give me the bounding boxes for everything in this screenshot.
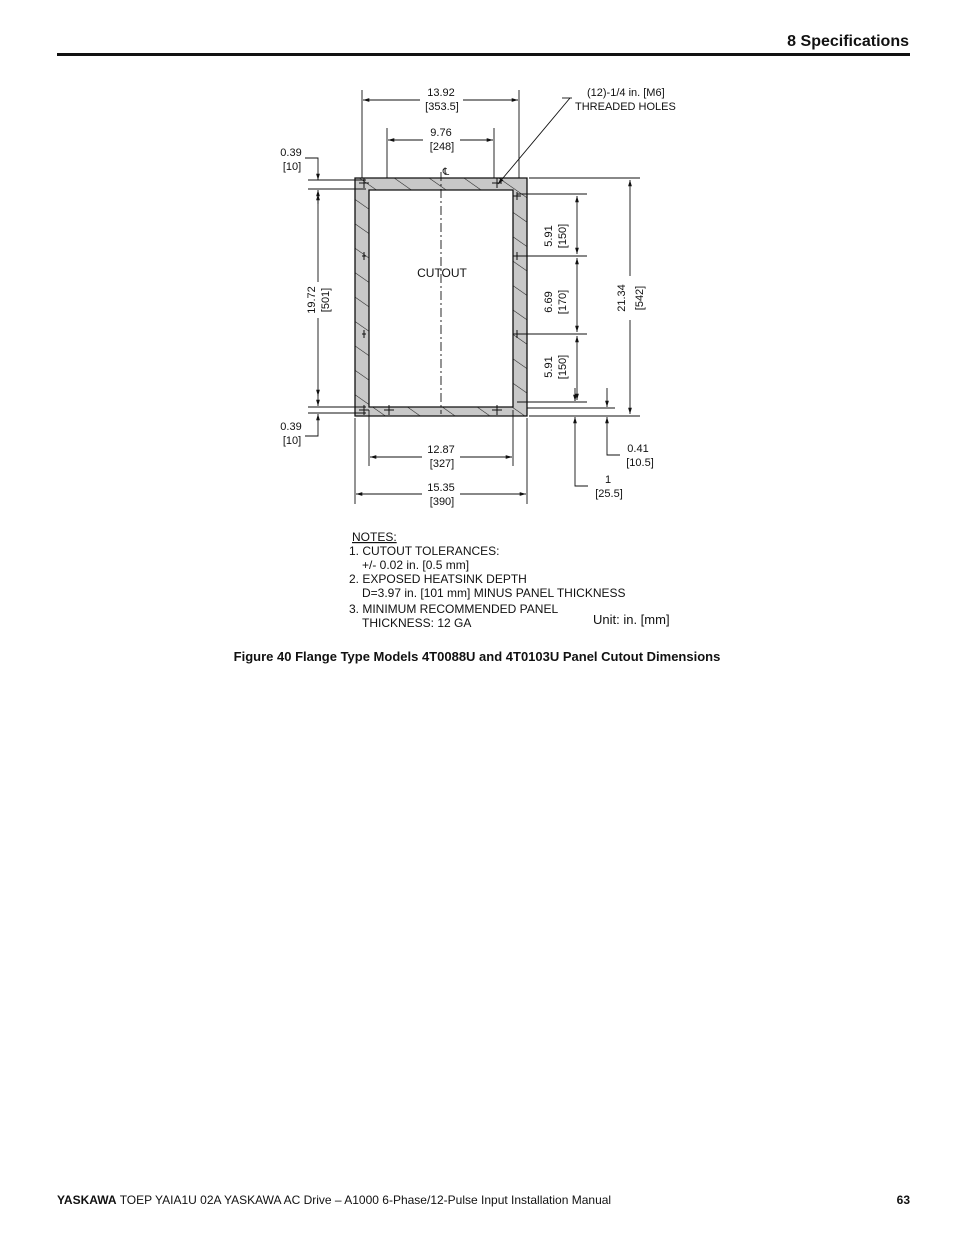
note-3b: THICKNESS: 12 GA [362,616,472,630]
dim-top-outer-mm: [353.5] [425,101,459,113]
dim-left-bottom-offset-mm: [10] [282,435,302,447]
section-title: 8 Specifications [787,33,909,50]
dim-bottom-outer-mm: [390] [429,496,455,508]
dim-bottom-right-offsets [527,388,620,486]
notes-heading: NOTES: [352,530,397,544]
note-2a: 2. EXPOSED HEATSINK DEPTH [349,572,527,586]
dim-top-outer-in: 13.92 [427,87,455,99]
dim-bottom-inner-in: 12.87 [427,444,455,456]
dim-bottom-outer-in: 15.35 [427,482,455,494]
dim-bottom-inner-mm: [327] [429,458,455,470]
centerline-symbol: ℄ [442,167,450,178]
dim-top-inner-in: 9.76 [430,127,452,139]
footer-brand: YASKAWA [57,1193,117,1207]
dim-bottom-offset2-in: 1 [604,474,612,486]
cutout-label: CUTOUT [417,266,467,280]
dim-left-bottom-offset-in: 0.39 [280,421,302,433]
note-2b: D=3.97 in. [101 mm] MINUS PANEL THICKNESS [362,586,626,600]
dim-bottom-offset-in: 0.41 [627,443,649,455]
dim-left-height-in: 19.72 [306,286,318,314]
unit-label: Unit: in. [mm] [593,612,670,627]
dim-left-height-mm: [501] [320,287,332,313]
dim-left-top-offset-in: 0.39 [280,147,302,159]
dim-overall-height-in: 21.34 [616,284,628,312]
dim-right-seg2-mm: [170] [557,289,569,315]
page-number: 63 [896,1193,910,1207]
dim-right-seg3-in: 5.91 [543,356,555,378]
footer-text: TOEP YAIA1U 02A YASKAWA AC Drive – A1000 6-Phase/12-Pulse Input Installation Manual [116,1193,612,1207]
holes-label-1: (12)-1/4 in. [M6] [587,87,665,99]
dim-right-seg1-in: 5.91 [543,225,555,247]
note-3a: 3. MINIMUM RECOMMENDED PANEL [349,602,559,616]
dim-right-seg3-mm: [150] [557,354,569,380]
dim-overall-height-mm: [542] [634,285,646,311]
dim-left-top-offset-mm: [10] [282,161,302,173]
dim-top-inner-mm: [248] [429,141,455,153]
note-1b: +/- 0.02 in. [0.5 mm] [362,558,470,572]
dim-bottom-offset2-mm: [25.5] [595,488,623,500]
note-1a: 1. CUTOUT TOLERANCES: [349,544,500,558]
footer [57,1193,611,1207]
dim-right-seg2-in: 6.69 [543,291,555,313]
dim-bottom-offset-mm: [10.5] [626,457,654,469]
figure-caption: Figure 40 Flange Type Models 4T0088U and 4T0103U Panel Cutout Dimensions [233,649,721,664]
dim-right-seg1-mm: [150] [557,223,569,249]
holes-label-2: THREADED HOLES [575,101,676,113]
threaded-holes [359,178,521,415]
holes-leader [498,98,570,184]
